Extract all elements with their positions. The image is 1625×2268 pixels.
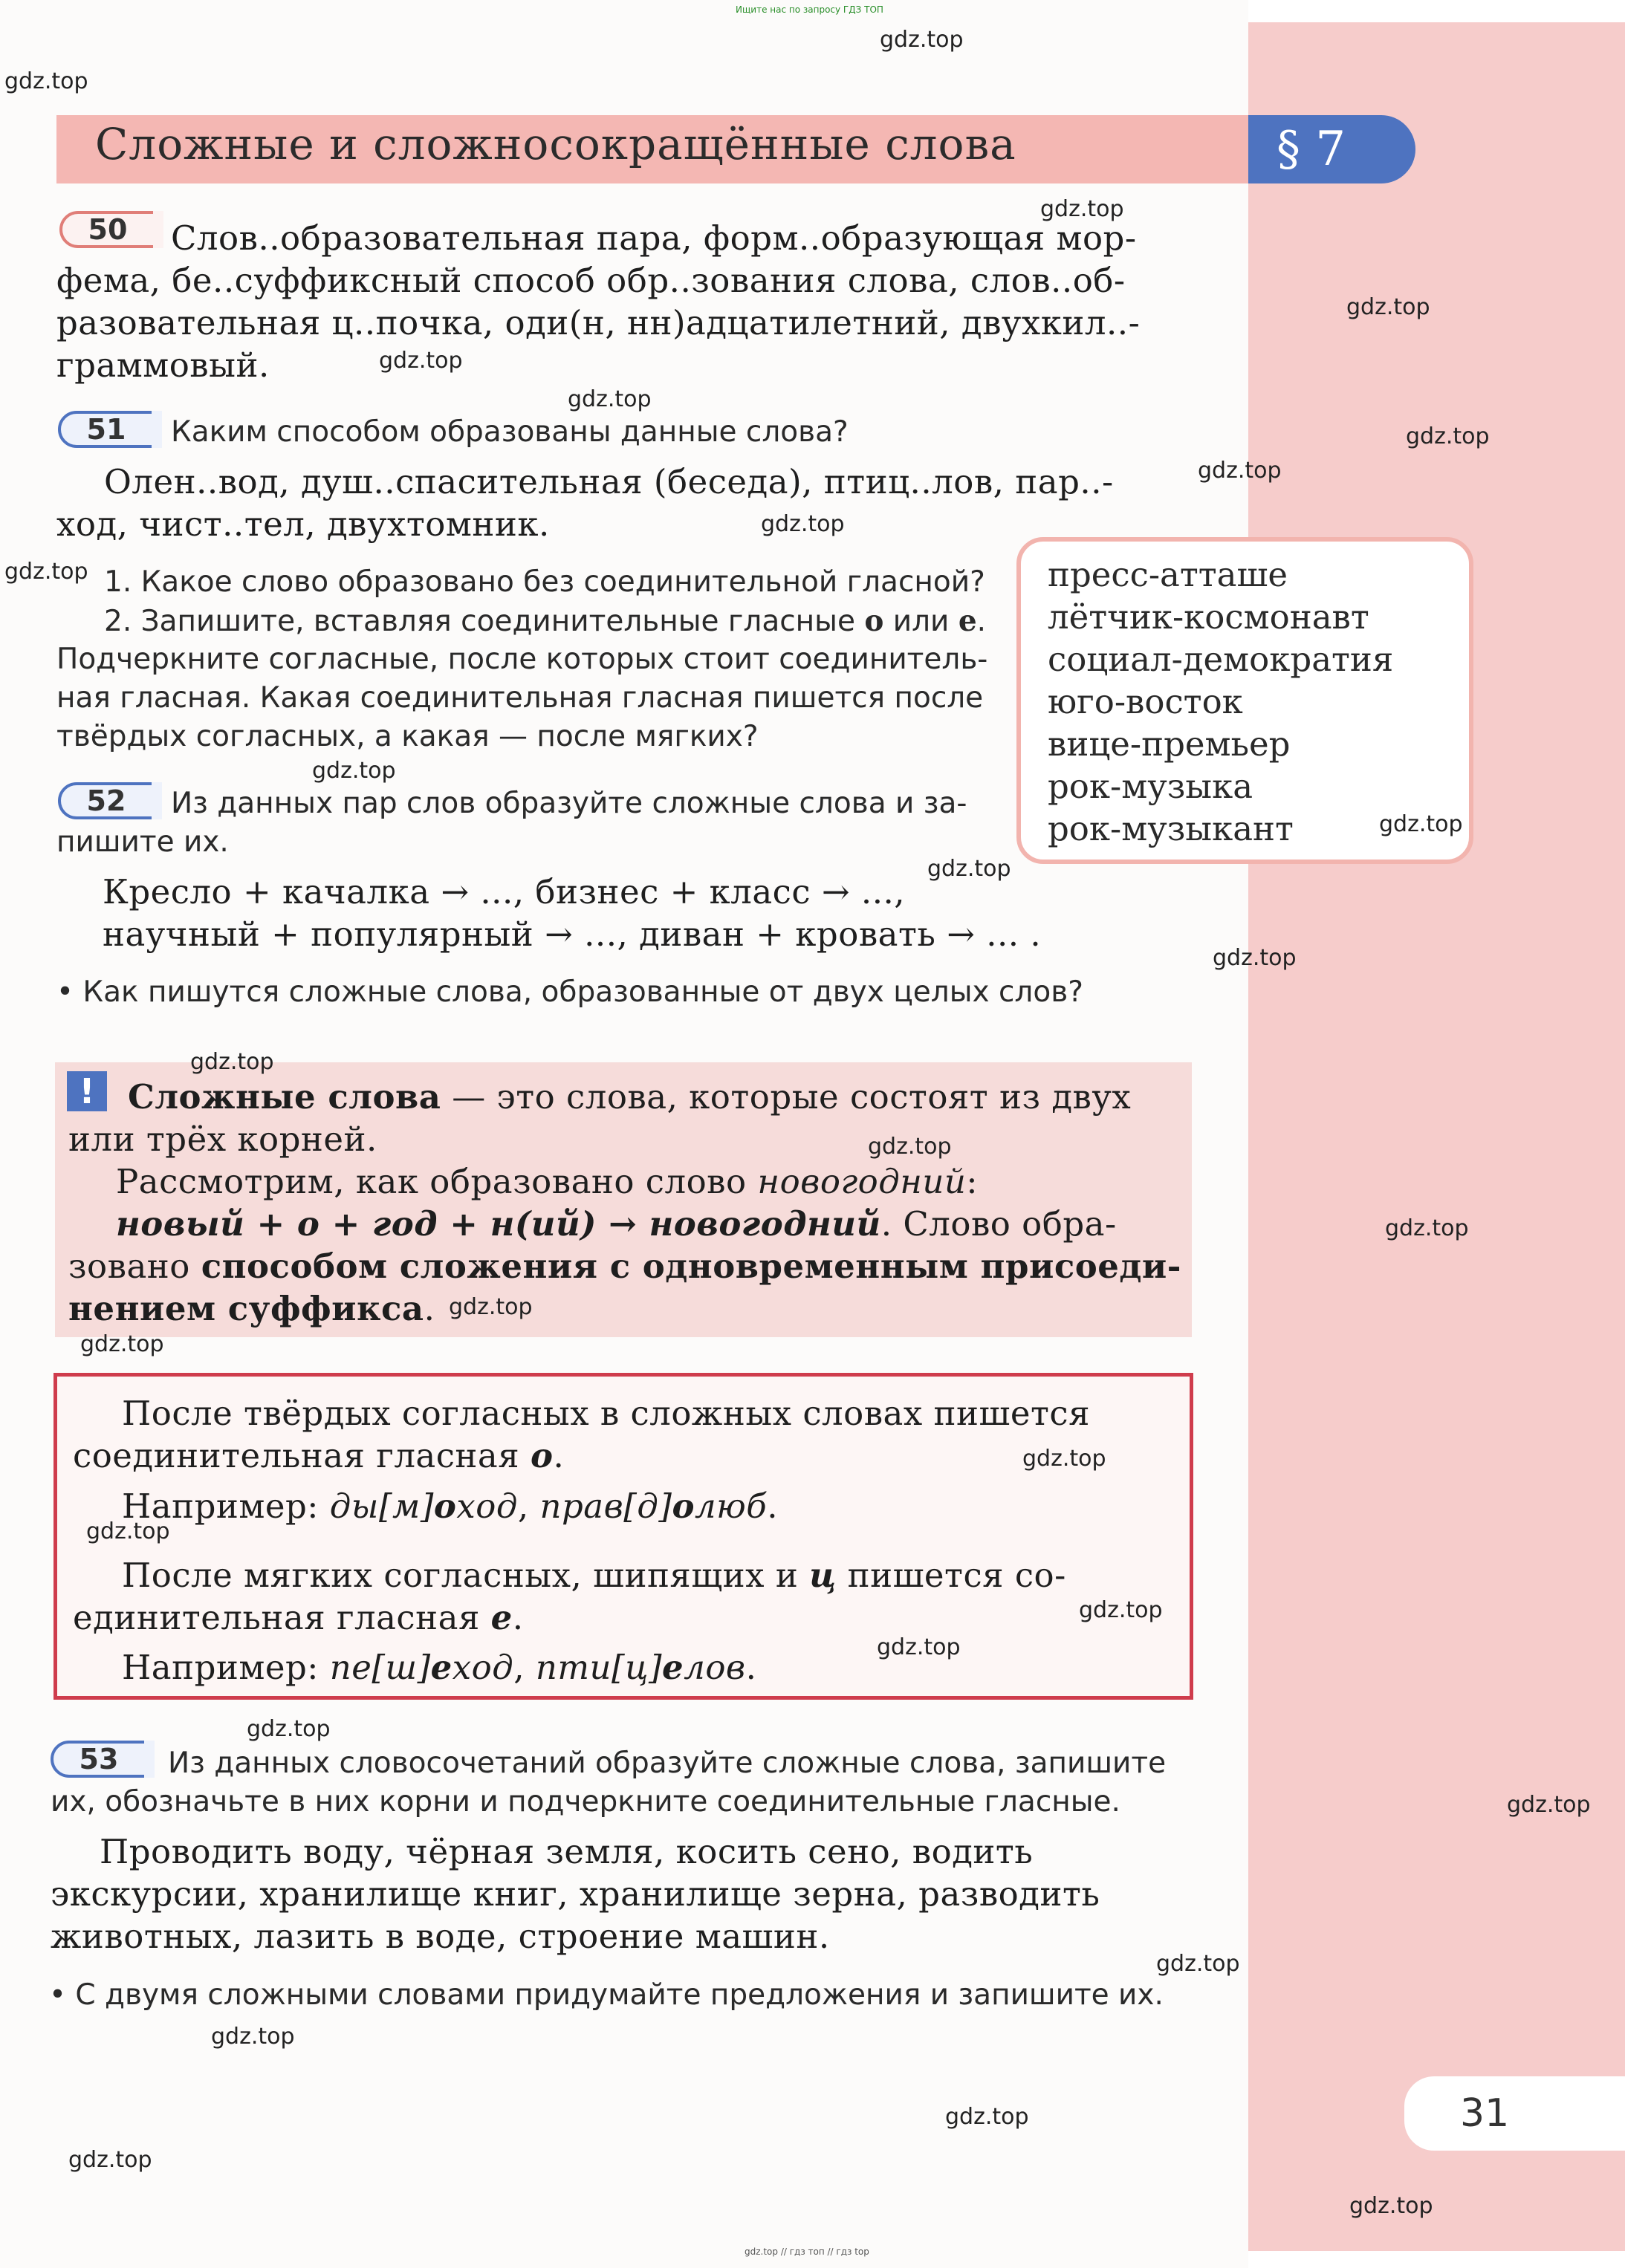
watermark: gdz.top <box>86 1518 170 1544</box>
ex52-pairs-2: научный + популярный → ..., диван + кровать → ... . <box>103 914 1042 954</box>
rule-line-4: зовано способом сложения с одновременным присоеди- <box>68 1247 1181 1286</box>
ex51-question-2-line-4: твёрдых согласных, а какая — после мягких? <box>56 720 759 753</box>
section-badge: § 7 <box>1248 115 1415 183</box>
ex50-line-4: граммовый. <box>56 345 270 385</box>
watermark: gdz.top <box>568 386 652 412</box>
word-box-item: рок-музыка <box>1048 767 1253 806</box>
ex50-line-1: Слов..образовательная пара, форм..образующая мор- <box>171 218 1137 258</box>
page-number: 31 <box>1460 2091 1510 2136</box>
watermark: gdz.top <box>880 27 964 53</box>
watermark: gdz.top <box>211 2024 295 2050</box>
ex51-words-1: Олен..вод, душ..спасительная (беседа), птиц..лов, пар..- <box>104 462 1114 501</box>
ex53-phrases-1: Проводить воду, чёрная земля, косить сено, водить <box>100 1832 1034 1871</box>
watermark: gdz.top <box>449 1294 533 1320</box>
ortho-line-2: соединительная гласная о. <box>73 1436 565 1475</box>
exclamation-icon: ! <box>67 1071 107 1111</box>
word-box-item: юго-восток <box>1048 682 1243 721</box>
ortho-example-2: Например: пе[ш]еход, пти[ц]елов. <box>122 1648 757 1687</box>
rule-formula: новый + о + год + н(ий) → новогодний. Слово обра- <box>116 1204 1117 1244</box>
watermark: gdz.top <box>877 1634 961 1660</box>
watermark: gdz.top <box>1040 196 1124 222</box>
page-number-tab <box>1404 2076 1625 2151</box>
watermark: gdz.top <box>1379 811 1463 837</box>
rule-definition-1: Сложные слова — это слова, которые состоят из двух <box>128 1077 1132 1117</box>
watermark: gdz.top <box>80 1331 164 1357</box>
watermark: gdz.top <box>1507 1792 1591 1818</box>
ex51-task: Каким способом образованы данные слова? <box>171 415 849 449</box>
ex50-line-2: фема, бе..суффиксный способ обр..зования слова, слов..об- <box>56 261 1126 300</box>
rule-line-5: нением суффикса. <box>68 1289 435 1328</box>
watermark: gdz.top <box>1156 1951 1240 1977</box>
ex53-phrases-3: животных, лазить в воде, строение машин. <box>51 1917 830 1956</box>
watermark: gdz.top <box>1346 294 1430 320</box>
word-box-item: вице-премьер <box>1048 724 1291 764</box>
ex52-task-2: пишите их. <box>56 825 229 859</box>
ex52-question: • Как пишутся сложные слова, образованные от двух целых слов? <box>56 975 1083 1009</box>
exercise-number-52: 52 <box>58 782 155 819</box>
watermark: gdz.top <box>312 758 396 784</box>
watermark: gdz.top <box>68 2147 152 2173</box>
ex51-question-2-line-2: Подчеркните согласные, после которых стоит соединитель- <box>56 643 988 676</box>
watermark: gdz.top <box>1079 1597 1163 1623</box>
ex53-task-1: Из данных словосочетаний образуйте сложные слова, запишите <box>168 1747 1167 1780</box>
word-box-item: рок-музыкант <box>1048 809 1294 848</box>
ex53-task-2: их, обозначьте в них корни и подчеркните соединительные гласные. <box>51 1785 1120 1819</box>
page-title: Сложные и сложносокращённые слова <box>95 119 1016 169</box>
exercise-number-50: 50 <box>59 211 156 248</box>
rule-definition-2: или трёх корней. <box>68 1120 377 1159</box>
word-box-item: лётчик-космонавт <box>1048 597 1369 637</box>
exercise-number-53: 53 <box>51 1741 147 1778</box>
bottom-note: gdz.top // гдз топ // гдз top <box>745 2246 869 2257</box>
ex51-question-2: 2. Запишите, вставляя соединительные гласные о или е. <box>104 604 987 638</box>
ortho-line-3: После мягких согласных, шипящих и ц пишется со- <box>122 1556 1066 1595</box>
ex51-words-2: ход, чист..тел, двухтомник. <box>56 504 550 544</box>
rule-consider: Рассмотрим, как образовано слово новогодний: <box>116 1162 979 1201</box>
ex50-line-3: разовательная ц..почка, оди(н, нн)адцатилетний, двухкил..- <box>56 303 1141 342</box>
watermark: gdz.top <box>1385 1215 1469 1241</box>
watermark: gdz.top <box>945 2104 1029 2130</box>
ex53-question: • С двумя сложными словами придумайте предложения и запишите их. <box>49 1978 1164 2012</box>
watermark: gdz.top <box>4 68 88 94</box>
watermark: gdz.top <box>4 559 88 585</box>
watermark: gdz.top <box>1213 945 1297 971</box>
watermark: gdz.top <box>1198 458 1282 484</box>
watermark: gdz.top <box>927 856 1011 882</box>
pink-margin <box>1248 22 1625 2251</box>
word-box-item: пресс-атташе <box>1048 555 1288 594</box>
ortho-line-4: единительная гласная е. <box>73 1598 524 1637</box>
watermark: gdz.top <box>379 348 463 374</box>
ex52-task-1: Из данных пар слов образуйте сложные слова и за- <box>171 787 967 820</box>
watermark: gdz.top <box>868 1134 952 1160</box>
top-note: Ищите нас по запросу ГДЗ ТОП <box>736 4 883 15</box>
ex52-pairs-1: Кресло + качалка → ..., бизнес + класс → ..., <box>103 872 906 912</box>
watermark: gdz.top <box>190 1049 274 1075</box>
word-box-item: социал-демократия <box>1048 640 1394 679</box>
ortho-line-1: После твёрдых согласных в сложных словах пишется <box>122 1394 1090 1433</box>
watermark: gdz.top <box>1022 1446 1106 1472</box>
watermark: gdz.top <box>247 1716 331 1742</box>
watermark: gdz.top <box>1406 423 1490 449</box>
ex53-phrases-2: экскурсии, хранилище книг, хранилище зерна, разводить <box>51 1874 1100 1914</box>
ex51-question-1: 1. Какое слово образовано без соединительной гласной? <box>104 565 985 599</box>
exercise-number-51: 51 <box>58 411 155 448</box>
ex51-question-2-line-3: ная гласная. Какая соединительная гласная пишется после <box>56 681 984 715</box>
ortho-example-1: Например: ды[м]оход, прав[д]олюб. <box>122 1486 779 1526</box>
watermark: gdz.top <box>1349 2193 1433 2219</box>
watermark: gdz.top <box>761 511 845 537</box>
